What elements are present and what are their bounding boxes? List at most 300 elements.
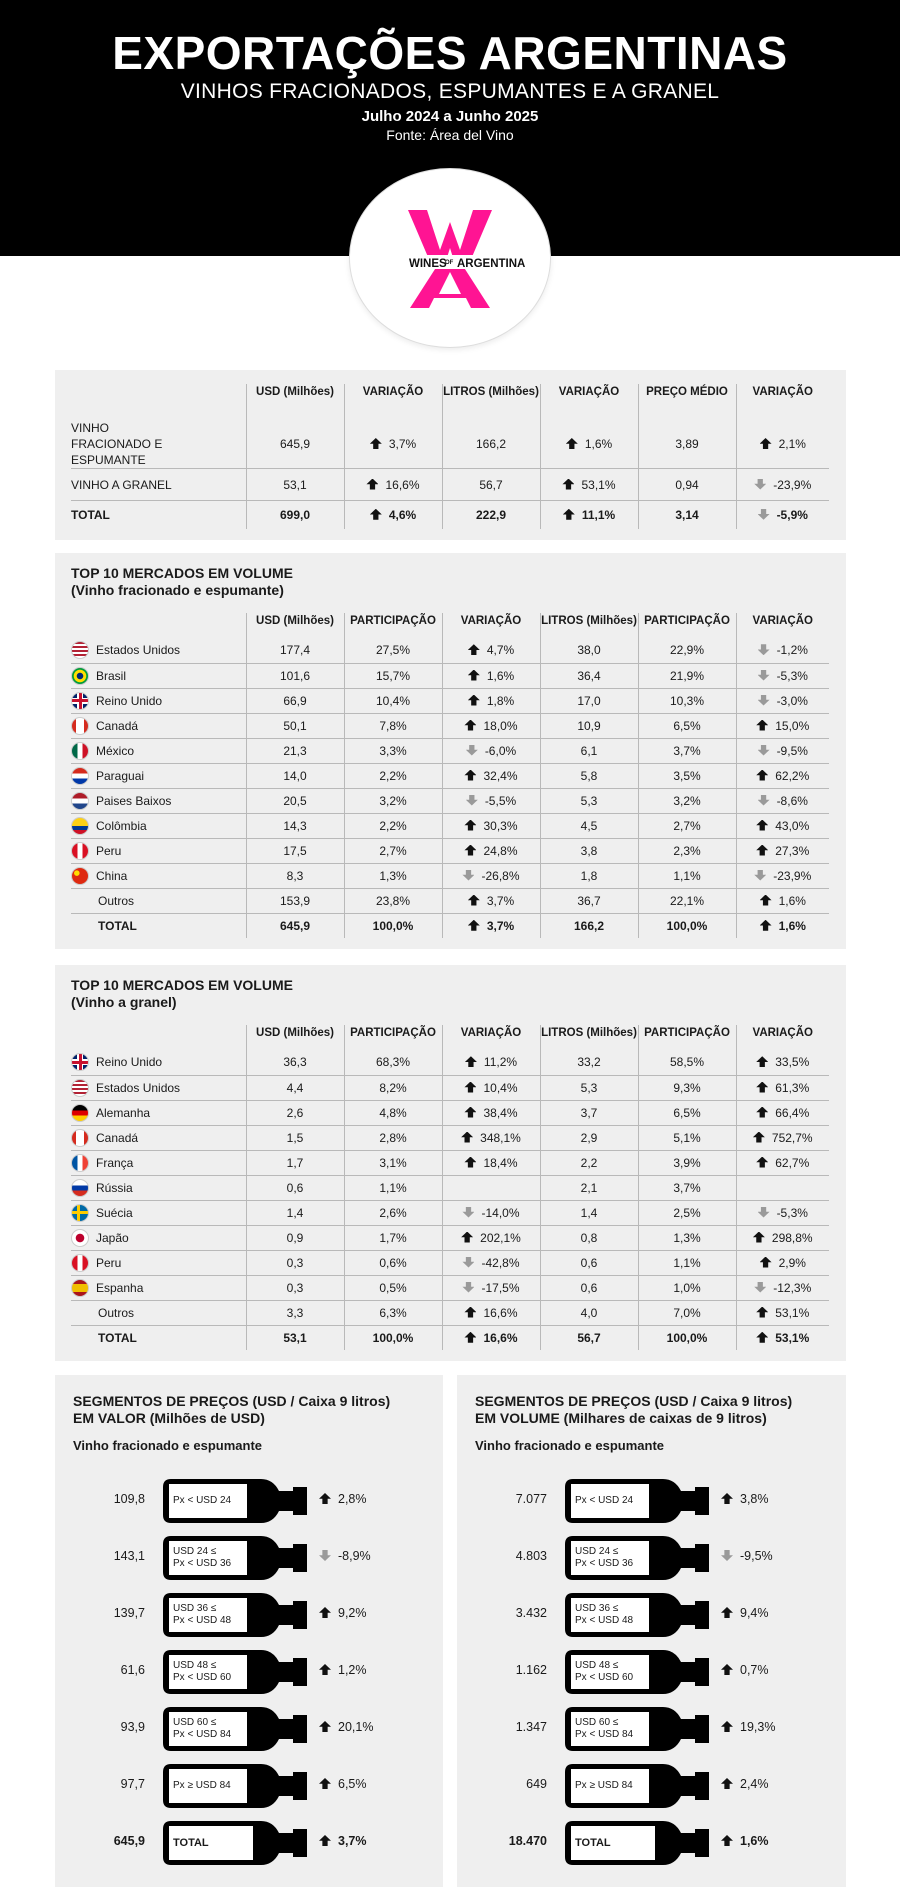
share-litros: 3,7% [638,1175,736,1200]
segment-label: TOTAL [571,1826,655,1860]
variation-usd: 16,6% [483,1330,518,1345]
share-usd: 6,3% [344,1300,442,1325]
col-preco: PREÇO MÉDIO [638,384,736,420]
segments-valor-title: SEGMENTOS DE PREÇOS (USD / Caixa 9 litros) EM VALOR (Milhões de USD) [73,1393,391,1426]
arrow-up-icon [468,670,480,681]
arrow-up-icon [721,1664,733,1675]
arrow-up-icon [370,438,382,449]
segment-label: USD 60 ≤ Px < USD 84 [169,1712,247,1746]
litros-value: 6,1 [540,738,638,763]
usd-value: 53,1 [246,469,344,501]
segment-label: USD 48 ≤ Px < USD 60 [571,1655,649,1689]
row-label: VINHO FRACIONADO E ESPUMANTE [71,420,246,469]
usd-value: 4,4 [246,1075,344,1100]
top10-granel-table: USD (Milhões) PARTICIPAÇÃO VARIAÇÃO LITROS (Milhões) PARTICIPAÇÃO VARIAÇÃO Reino Unido 36,3 68,3% 11,2% 33,2 58,5% 33,5% Estados Unidos 4,4 8,2% 10,4% 5,3 9,3% 61,3% Alemanha 2,6 4,8% 38,4% 3,7 6,5% 66,4% Canadá 1,5 2,8% 348,1% 2,9 5,1% 752,7% França 1,7 3,1% 18,4% 2,2 3,9% 62,7% Rússia 0,6 1,1% 2,1 3,7% Suécia 1,4 2,6% -14,0% 1,4 2,5% -5,3% Japão 0,9 1,7% 202,1% 0,8 1,3% 298,8% Peru 0,3 0,6% -42,8% 0,6 1,1% 2,9% Espanha 0,3 0,5% -17,5% 0,6 1,0% -12,3% Outros 3,3 6,3% 16,6% 4,0 7,0% 53,1% TOTAL 53,1 100,0% 16,6% 56,7 100,0% 53,1% [71,1025,829,1350]
litros-value: 3,7 [540,1100,638,1125]
variation-litros: 1,6% [778,893,806,908]
segment-row [55,1648,443,1696]
segment-value: 649 [526,1777,547,1791]
segment-total-row [457,1819,846,1867]
preco-value: 3,89 [638,420,736,469]
litros-value: 5,3 [540,788,638,813]
market-row [71,663,829,688]
segment-variation: 1,2% [319,1663,367,1677]
arrow-up-icon [464,1107,476,1118]
share-usd: 100,0% [344,1325,442,1350]
litros-value: 2,2 [540,1150,638,1175]
variation-litros: -3,0% [776,693,808,708]
variation-usd: 3,7% [486,918,515,933]
arrow-up-icon [756,1307,768,1318]
segment-value: 109,8 [113,1492,145,1506]
usd-value: 177,4 [246,638,344,663]
share-litros: 6,5% [638,713,736,738]
litros-value: 166,2 [540,913,638,938]
usd-value: 645,9 [246,420,344,469]
flag-ca-icon [71,717,89,735]
arrow-up-icon [370,509,382,520]
share-litros: 3,5% [638,763,736,788]
segment-row [55,1534,443,1582]
litros-value: 222,9 [442,501,540,529]
col-variacao-usd: VARIAÇÃO [344,384,442,420]
variation-usd: -42,8% [481,1255,520,1270]
arrow-up-icon [464,845,476,856]
share-litros: 100,0% [638,913,736,938]
col-litros: LITROS (Milhões) [442,384,540,420]
usd-value: 17,5 [246,838,344,863]
segment-row [457,1477,846,1525]
country-name: Canadá [96,718,139,733]
variation-litros: 1,6% [778,918,806,933]
arrow-down-icon [758,644,770,655]
variation-usd: -17,5% [481,1280,520,1295]
arrow-up-icon [756,1082,768,1093]
usd-value: 50,1 [246,713,344,738]
market-row [71,1175,829,1200]
segment-variation: -9,5% [721,1549,773,1563]
arrow-up-icon [721,1721,733,1732]
logo-argentina-text: ARGENTINA [457,258,526,270]
arrow-up-icon [464,1307,476,1318]
country-name: Estados Unidos [96,643,181,658]
share-litros: 21,9% [638,663,736,688]
segment-label: Px < USD 24 [169,1484,247,1518]
country-name: TOTAL [98,1330,137,1345]
arrow-up-icon [464,1157,476,1168]
litros-value: 0,6 [540,1250,638,1275]
arrow-up-icon [753,1232,765,1243]
litros-value: 38,0 [540,638,638,663]
segment-variation: 19,3% [721,1720,775,1734]
segment-value: 97,7 [120,1777,145,1791]
usd-value: 3,3 [246,1300,344,1325]
segment-label: USD 24 ≤ Px < USD 36 [169,1541,247,1575]
litros-value: 56,7 [540,1325,638,1350]
litros-value: 0,8 [540,1225,638,1250]
segment-row [55,1762,443,1810]
variation-usd: 38,4% [483,1105,518,1120]
page-title: EXPORTAÇÕES ARGENTINAS [112,27,788,79]
flag-co-icon [71,817,89,835]
segment-value: 645,9 [113,1834,145,1848]
usd-value: 66,9 [246,688,344,713]
segment-value: 7.077 [515,1492,547,1506]
arrow-down-icon [758,745,770,756]
segment-label: Px ≥ USD 84 [571,1769,649,1803]
variation-litros: 66,4% [775,1105,810,1120]
share-litros: 1,1% [638,1250,736,1275]
flag-us-icon [71,1079,89,1097]
share-litros: 1,0% [638,1275,736,1300]
arrow-up-icon [464,720,476,731]
segment-row [457,1648,846,1696]
variation-litros: 298,8% [771,1230,813,1245]
arrow-down-icon [754,1282,766,1293]
variation-usd: 4,7% [486,643,515,658]
market-row [71,838,829,863]
arrow-up-icon [721,1835,733,1846]
share-litros: 2,5% [638,1200,736,1225]
arrow-down-icon [758,695,770,706]
summary-row [71,420,829,469]
arrow-down-icon [466,745,478,756]
flag-jp-icon [71,1229,89,1247]
arrow-up-icon [461,1232,473,1243]
share-litros: 100,0% [638,1325,736,1350]
arrow-up-icon [721,1778,733,1789]
share-litros: 10,3% [638,688,736,713]
arrow-down-icon [466,795,478,806]
share-usd: 0,5% [344,1275,442,1300]
share-usd: 2,2% [344,763,442,788]
share-litros: 2,7% [638,813,736,838]
segment-variation: 1,6% [721,1834,769,1848]
segment-label: USD 36 ≤ Px < USD 48 [571,1598,649,1632]
segment-value: 1.347 [515,1720,547,1734]
segment-value: 18.470 [508,1834,547,1848]
share-usd: 2,8% [344,1125,442,1150]
arrow-up-icon [756,845,768,856]
flag-ru-icon [71,1179,89,1197]
arrow-down-icon [462,870,474,881]
arrow-up-icon [468,644,480,655]
share-litros: 9,3% [638,1075,736,1100]
arrow-up-icon [566,438,578,449]
segment-variation: 9,4% [721,1606,769,1620]
market-row [71,763,829,788]
country-name: Colômbia [96,818,147,833]
country-name: Reino Unido [96,693,163,708]
variation-litros: 53,1% [775,1330,810,1345]
share-litros: 22,9% [638,638,736,663]
country-name: Paises Baixos [96,793,172,808]
summary-row [71,469,829,501]
market-row [71,1100,829,1125]
litros-value: 4,5 [540,813,638,838]
market-row [71,863,829,888]
arrow-up-icon [756,1107,768,1118]
segment-variation: 3,8% [721,1492,769,1506]
usd-value: 153,9 [246,888,344,913]
country-name: México [96,743,135,758]
usd-value: 21,3 [246,738,344,763]
arrow-down-icon [319,1550,331,1561]
flag-se-icon [71,1204,89,1222]
arrow-up-icon [468,895,480,906]
arrow-up-icon [319,1721,331,1732]
segment-row [457,1705,846,1753]
logo-wines-text: WINES [409,258,447,270]
variation-usd: 30,3% [483,818,518,833]
flag-de-icon [71,1104,89,1122]
segment-value: 3.432 [515,1606,547,1620]
share-usd: 1,1% [344,1175,442,1200]
share-litros: 7,0% [638,1300,736,1325]
market-row [71,1275,829,1300]
arrow-up-icon [760,1257,772,1268]
share-usd: 1,3% [344,863,442,888]
flag-uk-icon [71,692,89,710]
segment-variation: 6,5% [319,1777,367,1791]
usd-value: 14,3 [246,813,344,838]
variation-litros: 1,6% [584,437,613,451]
country-name: Alemanha [96,1105,151,1120]
variation-usd: -14,0% [481,1205,520,1220]
share-usd: 10,4% [344,688,442,713]
flag-pe-icon [71,842,89,860]
segment-row [457,1534,846,1582]
segment-label: USD 36 ≤ Px < USD 48 [169,1598,247,1632]
arrow-up-icon [464,1332,476,1343]
logo-of-text: OF [445,260,454,266]
country-name: Peru [96,1255,122,1270]
country-name: Outros [98,893,135,908]
variation-usd: 1,6% [486,668,515,683]
flag-py-icon [71,767,89,785]
variation-litros: 2,9% [778,1255,806,1270]
country-name: Estados Unidos [96,1080,181,1095]
arrow-down-icon [758,795,770,806]
share-litros: 6,5% [638,1100,736,1125]
flag-uk-icon [71,1053,89,1071]
variation-usd: 348,1% [480,1130,521,1145]
share-usd: 23,8% [344,888,442,913]
variation-litros: -5,3% [776,668,808,683]
segment-variation: -8,9% [319,1549,371,1563]
market-row [71,1300,829,1325]
share-usd: 15,7% [344,663,442,688]
preco-value: 0,94 [638,469,736,501]
arrow-up-icon [760,895,772,906]
market-row [71,1150,829,1175]
litros-value: 36,4 [540,663,638,688]
variation-litros: -23,9% [773,868,812,883]
variation-litros: -8,6% [776,793,808,808]
usd-value: 53,1 [246,1325,344,1350]
share-litros: 5,1% [638,1125,736,1150]
market-row [71,1200,829,1225]
variation-litros: 62,2% [775,768,810,783]
variation-preco: -5,9% [776,507,808,522]
summary-panel [55,370,846,540]
segment-value: 93,9 [120,1720,145,1734]
litros-value: 2,9 [540,1125,638,1150]
segment-variation: 2,8% [319,1492,367,1506]
share-usd: 2,2% [344,813,442,838]
arrow-up-icon [756,820,768,831]
share-litros: 3,2% [638,788,736,813]
flag-nl-icon [71,792,89,810]
flag-cn-icon [71,867,89,885]
country-name: Paraguai [96,768,145,783]
variation-usd: -6,0% [484,743,517,758]
variation-litros: 53,1% [775,1305,810,1320]
top10-fracionado-panel [55,553,846,949]
segments-valor-panel [55,1375,443,1887]
segment-variation: 0,7% [721,1663,769,1677]
arrow-up-icon [756,1056,768,1067]
wines-of-argentina-logo [365,200,535,310]
market-row [71,688,829,713]
variation-preco: -23,9% [773,477,812,492]
variation-usd: 16,6% [483,1305,518,1320]
arrow-up-icon [319,1607,331,1618]
variation-usd: 1,8% [486,693,515,708]
usd-value: 1,5 [246,1125,344,1150]
arrow-down-icon [462,1282,474,1293]
variation-usd: 24,8% [483,843,518,858]
segment-row [55,1705,443,1753]
segment-label: USD 48 ≤ Px < USD 60 [169,1655,247,1689]
litros-value: 17,0 [540,688,638,713]
arrow-up-icon [756,1157,768,1168]
litros-value: 36,7 [540,888,638,913]
variation-usd: 32,4% [483,768,518,783]
market-row [71,788,829,813]
segments-volume-panel [457,1375,846,1887]
arrow-up-icon [562,479,574,490]
litros-value: 5,3 [540,1075,638,1100]
market-row [71,888,829,913]
share-usd: 3,1% [344,1150,442,1175]
litros-value: 3,8 [540,838,638,863]
share-usd: 7,8% [344,713,442,738]
flag-ca-icon [71,1129,89,1147]
segments-volume-title: SEGMENTOS DE PREÇOS (USD / Caixa 9 litros) EM VOLUME (Milhares de caixas de 9 litros) [475,1393,793,1426]
share-litros: 22,1% [638,888,736,913]
arrow-up-icon [563,509,575,520]
top10-fracionado-table: USD (Milhões) PARTICIPAÇÃO VARIAÇÃO LITROS (Milhões) PARTICIPAÇÃO VARIAÇÃO Estados Unidos 177,4 27,5% 4,7% 38,0 22,9% -1,2% Brasil 101,6 15,7% 1,6% 36,4 21,9% -5,3% Reino Unido 66,9 10,4% 1,8% 17,0 10,3% -3,0% Canadá 50,1 7,8% 18,0% 10,9 6,5% 15,0% México 21,3 3,3% -6,0% 6,1 3,7% -9,5% Paraguai 14,0 2,2% 32,4% 5,8 3,5% 62,2% Paises Baixos 20,5 3,2% -5,5% 5,3 3,2% -8,6% Colômbia 14,3 2,2% 30,3% 4,5 2,7% 43,0% Peru 17,5 2,7% 24,8% 3,8 2,3% 27,3% China 8,3 1,3% -26,8% 1,8 1,1% -23,9% Outros 153,9 23,8% 3,7% 36,7 22,1% 1,6% TOTAL 645,9 100,0% 3,7% 166,2 100,0% 1,6% [71,613,829,938]
litros-value: 1,8 [540,863,638,888]
top10-granel-title: TOP 10 MERCADOS EM VOLUME (Vinho a granel) [71,977,293,1010]
arrow-up-icon [461,1132,473,1143]
share-usd: 8,2% [344,1075,442,1100]
share-usd: 2,6% [344,1200,442,1225]
usd-value: 0,3 [246,1250,344,1275]
flag-es-icon [71,1279,89,1297]
share-usd: 1,7% [344,1225,442,1250]
col-variacao-preco: VARIAÇÃO [736,384,829,420]
market-row [71,638,829,663]
share-usd: 4,8% [344,1100,442,1125]
variation-litros: 11,1% [581,507,616,522]
variation-usd: 4,6% [388,507,417,522]
country-name: TOTAL [98,918,137,933]
variation-litros: 27,3% [775,843,810,858]
preco-value: 3,14 [638,501,736,529]
arrow-down-icon [754,479,766,490]
segment-label: USD 24 ≤ Px < USD 36 [571,1541,649,1575]
segment-row [457,1762,846,1810]
segment-label: Px ≥ USD 84 [169,1769,247,1803]
variation-usd: -5,5% [484,793,517,808]
share-usd: 100,0% [344,913,442,938]
share-usd: 68,3% [344,1050,442,1075]
arrow-up-icon [464,1082,476,1093]
country-name: Canadá [96,1130,139,1145]
total-row [71,913,829,938]
segment-row [457,1591,846,1639]
litros-value: 1,4 [540,1200,638,1225]
top10-fracionado-title: TOP 10 MERCADOS EM VOLUME (Vinho fracionado e espumante) [71,565,293,598]
country-name: Rússia [96,1180,133,1195]
usd-value: 1,4 [246,1200,344,1225]
variation-litros: -12,3% [773,1280,812,1295]
market-row [71,1075,829,1100]
litros-value: 5,8 [540,763,638,788]
share-litros: 3,7% [638,738,736,763]
segment-label: TOTAL [169,1826,253,1860]
segments-volume-subtitle: Vinho fracionado e espumante [475,1438,665,1453]
variation-usd: 202,1% [480,1230,521,1245]
arrow-up-icon [756,1332,768,1343]
segment-variation: 3,7% [319,1834,367,1848]
usd-value: 20,5 [246,788,344,813]
total-row [71,1325,829,1350]
arrow-up-icon [465,1056,477,1067]
arrow-down-icon [721,1550,733,1561]
country-name: Brasil [96,668,127,683]
arrow-up-icon [760,920,772,931]
country-name: Peru [96,843,122,858]
arrow-up-icon [753,1132,765,1143]
arrow-up-icon [319,1493,331,1504]
variation-litros: 15,0% [775,718,810,733]
variation-litros: 752,7% [771,1130,813,1145]
flag-mx-icon [71,742,89,760]
period: Julho 2024 a Junho 2025 [361,108,539,125]
summary-table [71,384,829,529]
usd-value: 14,0 [246,763,344,788]
summary-row [71,501,829,529]
usd-value: 101,6 [246,663,344,688]
variation-preco: 2,1% [778,437,806,451]
market-row [71,1250,829,1275]
share-usd: 3,3% [344,738,442,763]
variation-litros: 62,7% [775,1155,810,1170]
litros-value: 33,2 [540,1050,638,1075]
segment-total-row [55,1819,443,1867]
arrow-down-icon [754,870,766,881]
variation-usd: 18,0% [483,718,518,733]
top10-granel-panel [55,965,846,1361]
share-litros: 3,9% [638,1150,736,1175]
variation-litros: -9,5% [776,743,808,758]
arrow-down-icon [462,1257,474,1268]
segment-row [55,1591,443,1639]
market-row [71,813,829,838]
